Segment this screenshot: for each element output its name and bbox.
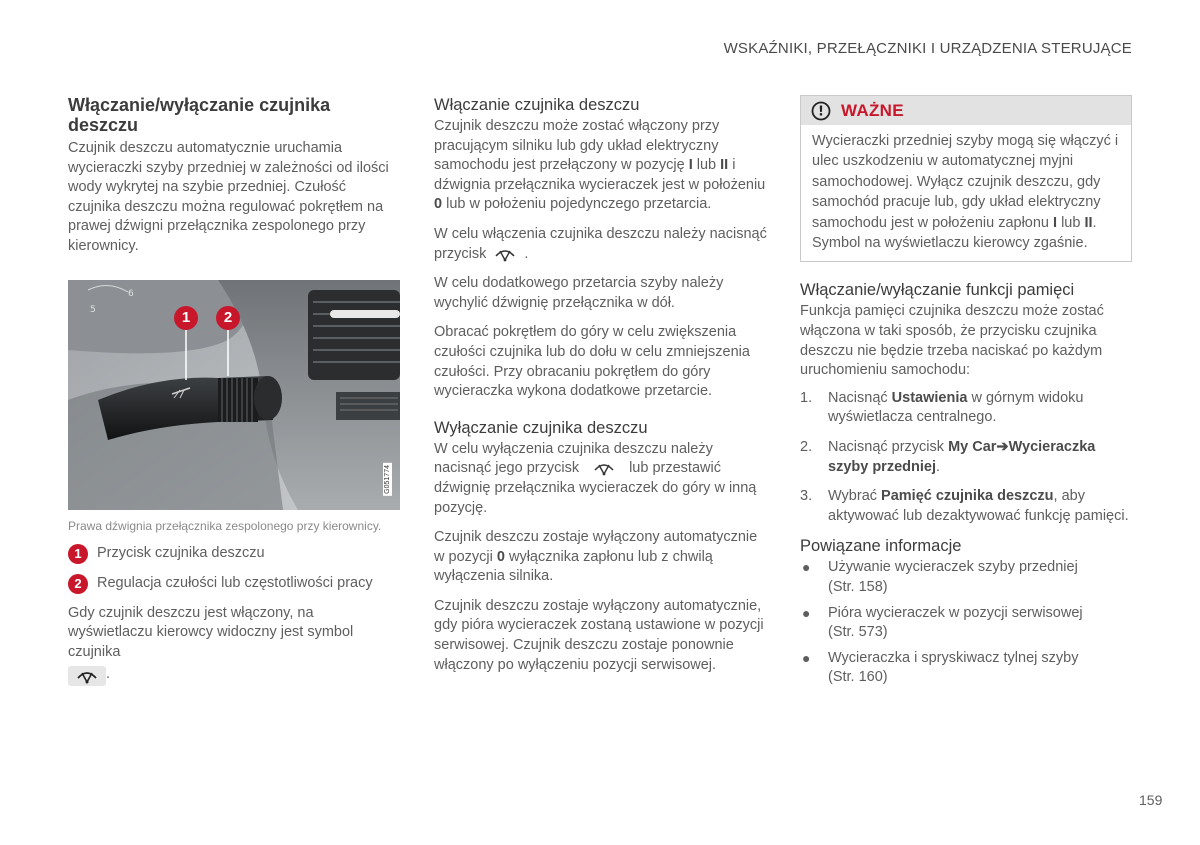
related-info-heading: Powiązane informacje — [800, 537, 962, 556]
symbol-period: . — [106, 666, 111, 683]
column-right — [800, 95, 1132, 694]
warning-icon — [811, 101, 831, 121]
memory-function-paragraph: Funkcja pamięci czujnika deszczu może zostać włączona w taki sposób, że przycisku czujnika deszczu nie będzie trzeba naciskać po każdym uruchomieniu samochodu: — [800, 303, 1104, 379]
rain-sensor-on-paragraph: Czujnik deszczu może zostać włączony przy pracującym silniku lub gdy układ elektryczny samochodu jest przełączony w pozycję I lub II i dźwignia przełącznika wycieraczek jest w położeniu 0 lub w położeniu pojedynczego przetarcia. — [434, 118, 766, 213]
press-button-paragraph: W celu włączenia czujnika deszczu należy nacisnąć przycisk . — [434, 225, 767, 262]
rain-sensor-off-paragraph: W celu wyłączenia czujnika deszczu należy nacisnąć jego przycisk lub przestawić dźwignię przełącznika wycieraczek do góry w inną pozycję. — [434, 440, 757, 516]
important-text: Wycieraczki przedniej szyby mogą się włączyć i ulec uszkodzeniu w automatycznej myjni samochodowej. Wyłącz czujnik deszczu, gdy samochód pracuje lub, gdy układ elektryczny samochodu jest w położeniu zapłonu I lub II. Symbol na wyświetlaczu kierowcy zgaśnie. — [812, 133, 1119, 252]
rain-sensor-on-heading: Włączanie czujnika deszczu — [434, 96, 640, 114]
memory-function-heading: Włączanie/wyłączanie funkcji pamięci — [800, 281, 1075, 300]
auto-off-ignition-paragraph: Czujnik deszczu zostaje wyłączony automatycznie w pozycji 0 wyłącznika zapłonu lub z chwilą wyłączenia silnika. — [434, 529, 758, 585]
legend-item — [68, 544, 400, 564]
svg-text:6: 6 — [128, 288, 134, 299]
sensitivity-paragraph: Obracać pokrętłem do góry w celu zwiększenia czułości czujnika lub do dołu w celu zmniejszenia czułości. Przy obracaniu pokrętłem do góry wycieraczka wykona dodatkowe przetarcie. — [434, 324, 750, 400]
legend-number: 1 — [68, 544, 88, 564]
figure-caption: Prawa dźwignia przełącznika zespolonego przy kierownicy. — [68, 518, 382, 533]
legend-number: 2 — [68, 574, 88, 594]
symbol-text: Gdy czujnik deszczu jest włączony, na wyświetlaczu kierowcy widoczny jest symbol czujnika — [68, 604, 354, 660]
legend-text: Regulacja czułości lub częstotliwości pracy — [97, 574, 373, 591]
rain-sensor-icon — [494, 246, 516, 262]
important-title: WAŻNE — [841, 100, 904, 120]
symbol-paragraph — [68, 604, 400, 687]
figure-code: G051774 — [384, 464, 391, 494]
steps-list — [800, 389, 1132, 527]
list-item: 2. Nacisnąć przycisk My Car➔Wycieraczka szyby przedniej. — [800, 439, 1096, 475]
legend-text: Przycisk czujnika deszczu — [97, 544, 265, 561]
rain-sensor-off-heading: Wyłączanie czujnika deszczu — [434, 418, 648, 437]
list-item[interactable]: ● Używanie wycieraczek szyby przedniej (Str. 158) — [802, 559, 1078, 595]
svg-text:5: 5 — [90, 304, 96, 315]
important-box — [800, 95, 1132, 262]
column-left — [68, 95, 400, 686]
list-item: 1. Nacisnąć Ustawienia w górnym widoku wyświetlacza centralnego. — [800, 389, 1084, 426]
page-number: 159 — [1139, 792, 1163, 808]
callout-1: 1 — [174, 306, 198, 330]
page-header: WSKAŹNIKI, PRZEŁĄCZNIKI I URZĄDZENIA STERUJĄCE — [723, 40, 1132, 57]
list-item: 3. Wybrać Pamięć czujnika deszczu, aby aktywować lub dezaktywować funkcję pamięci. — [800, 488, 1129, 524]
important-box-header — [801, 96, 1131, 125]
list-item[interactable]: ● Pióra wycieraczek w pozycji serwisowej (Str. 573) — [802, 604, 1083, 641]
related-links — [800, 558, 1132, 688]
rain-sensor-icon — [593, 460, 615, 476]
extra-wipe-paragraph: W celu dodatkowego przetarcia szyby należy wychylić dźwignię przełącznika w dół. — [434, 275, 724, 311]
column-middle — [434, 95, 768, 675]
important-box-body — [801, 125, 1131, 261]
svg-text:!: ! — [818, 104, 824, 119]
section-title: Włączanie/wyłączanie czujnika deszczu — [68, 95, 331, 135]
intro-paragraph: Czujnik deszczu automatycznie uruchamia wycieraczki szyby przedniej w zależności od ilości wody wykrytej na szybie przedniej. Czułość czujnika deszczu można regulować pokrętłem na prawej dźwigni przełącznika zespolonego przy kierownicy. — [68, 140, 389, 254]
legend-item — [68, 574, 400, 594]
list-item[interactable]: ● Wycieraczka i spryskiwacz tylnej szyby (Str. 160) — [802, 649, 1079, 686]
callout-2: 2 — [216, 306, 240, 330]
arrow-right-icon: ➔ — [996, 439, 1009, 455]
rain-sensor-icon — [68, 666, 106, 686]
stalk-photo — [68, 280, 400, 510]
auto-off-service-paragraph: Czujnik deszczu zostaje wyłączony automatycznie, gdy pióra wycieraczek zostaną ustawione w pozycji serwisowej. Czujnik deszczu zostaje ponownie włączony po wyłączeniu pozycji serwisowej. — [434, 597, 764, 673]
